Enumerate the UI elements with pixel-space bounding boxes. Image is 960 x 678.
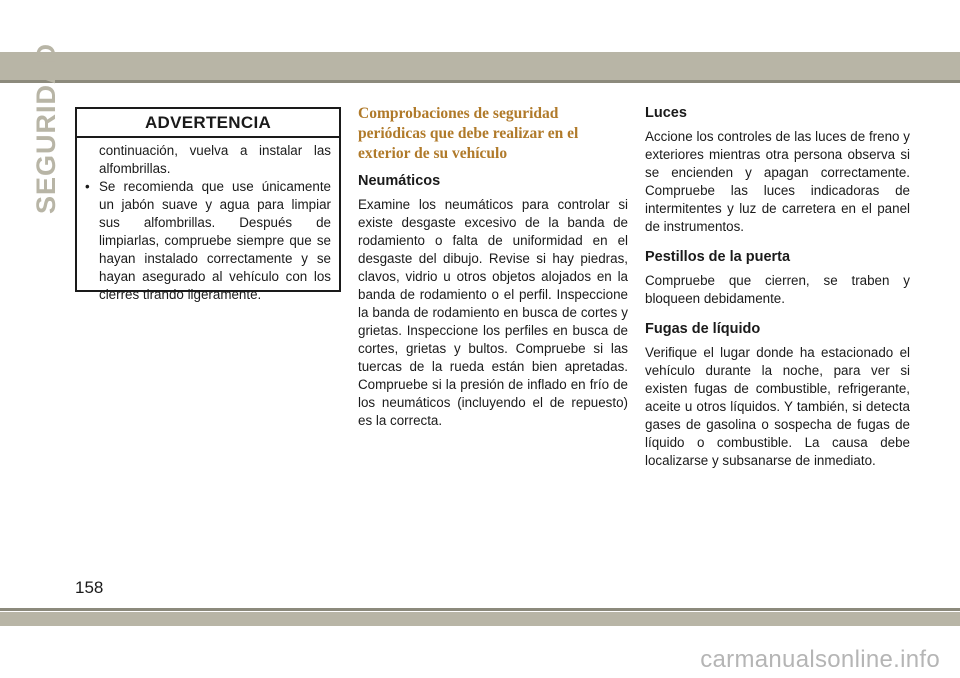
section-tab: SEGURIDAD: [31, 42, 61, 214]
watermark: carmanualsonline.info: [700, 646, 940, 673]
tires-heading: Neumáticos: [358, 173, 441, 189]
warning-continuation: continuación, vuelva a instalar las alfombrillas.: [99, 143, 331, 176]
footer-band: [0, 612, 960, 626]
warning-bullet-text: Se recomienda que use únicamente un jabón suave y agua para limpiar sus alfombrillas. Después de limpiarlas, compruebe siempre que se hayan instalado correctamente y se hayan asegurado al vehículo con los cierres tirando ligeramente.: [99, 179, 331, 302]
header-band: [0, 52, 960, 82]
warning-body: [77, 138, 339, 304]
middle-column: [358, 104, 628, 442]
tires-paragraph: Examine los neumáticos para controlar si existe desgaste excesivo de la banda de rodamiento o falta de uniformidad en el desgaste del dibujo. Revise si hay piedras, clavos, vidrio u otros objetos alojados en la banda de rodamiento o el perfil. Inspeccione la banda de rodamiento en busca de cortes y grietas. Inspeccione los perfiles en busca de cortes, grietas y bultos. Compruebe si las tuercas de la rueda están bien apretadas. Compruebe si la presión de inflado en frío de los neumáticos (incluyendo el de repuesto) es la correcta.: [358, 197, 628, 428]
warning-bullet-item: [85, 178, 331, 304]
warning-title: ADVERTENCIA: [77, 109, 339, 138]
right-column: [645, 104, 910, 482]
door-latches-paragraph: Compruebe que cierren, se traben y bloqueen debidamente.: [645, 273, 910, 306]
footer-band-line: [0, 608, 960, 611]
door-latches-heading: Pestillos de la puerta: [645, 249, 791, 265]
page-number: 158: [75, 578, 104, 597]
section-heading: Comprobaciones de seguridad periódicas que debe realizar en el exterior de su vehículo: [358, 105, 579, 162]
lights-paragraph: Accione los controles de las luces de freno y exteriores mientras otra persona observa si se encienden y apagan correctamente. Compruebe las luces indicadoras de intermitentes y luz de carretera en el panel de instrumentos.: [645, 129, 910, 234]
fluid-leaks-heading: Fugas de líquido: [645, 321, 761, 337]
fluid-leaks-paragraph: Verifique el lugar donde ha estacionado el vehículo durante la noche, para ver si existen fugas de combustible, refrigerante, aceite u otros líquidos. Y también, si detecta gases de gasolina o sospecha de fugas de líquido o combustible. La causa debe localizarse y subsanarse de inmediato.: [645, 345, 910, 468]
warning-box: [75, 107, 341, 302]
bullet-icon: •: [85, 179, 90, 194]
header-band-line: [0, 80, 960, 83]
lights-heading: Luces: [645, 105, 687, 121]
